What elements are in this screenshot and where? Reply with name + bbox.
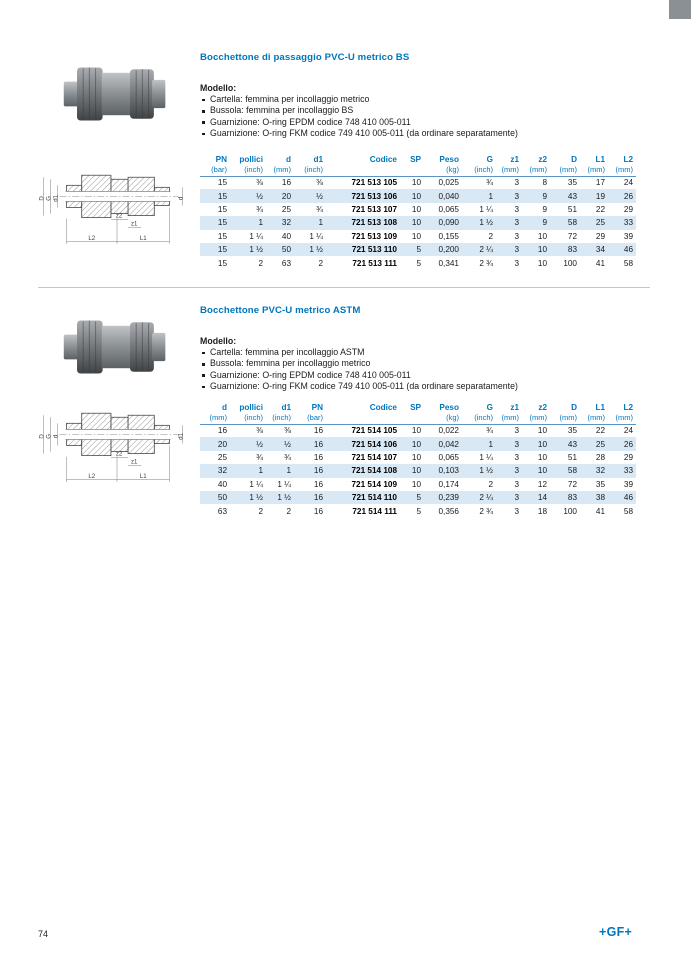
table-cell: 10 — [411, 426, 421, 436]
table-cell: 17 — [595, 178, 605, 188]
column-header: SP — [410, 403, 421, 412]
table-cell: 83 — [567, 493, 577, 503]
code-cell: 721 513 111 — [352, 258, 397, 268]
model-bullet: Bussola: femmina per incollaggio metrico — [200, 358, 518, 369]
dim-label: L2 — [88, 235, 96, 242]
table-cell: 0,065 — [438, 452, 459, 462]
product-photo-union-bs — [62, 52, 168, 136]
table-row — [200, 176, 636, 189]
column-header: z2 — [538, 403, 547, 412]
column-unit: (kg) — [424, 412, 462, 424]
table-cell: 38 — [595, 493, 605, 503]
column-unit — [400, 412, 424, 424]
column-unit: (inch) — [294, 164, 326, 176]
column-unit: (mm) — [200, 412, 230, 424]
code-cell: 721 513 107 — [351, 204, 397, 214]
table-cell: 1 ¼ — [479, 452, 493, 462]
table-cell: 10 — [411, 466, 421, 476]
table-cell: 0,040 — [438, 191, 459, 201]
column-unit: (inch) — [462, 164, 496, 176]
table-cell: 10 — [537, 452, 547, 462]
column-unit: (inch) — [462, 412, 496, 424]
table-cell: 1 ½ — [277, 493, 291, 503]
table-cell: 8 — [542, 178, 547, 188]
model-bullet: Guarnizione: O-ring EPDM codice 748 410 005-011 — [200, 117, 518, 128]
table-row — [200, 230, 636, 243]
dim-label: G — [46, 196, 53, 201]
section-title: Bocchettone di passaggio PVC-U metrico BS — [200, 52, 410, 63]
model-bullet-list — [200, 347, 518, 393]
table-row — [200, 189, 636, 202]
dim-label: L2 — [88, 473, 96, 480]
table-cell: 15 — [217, 191, 227, 201]
table-cell: 35 — [567, 178, 577, 188]
code-cell: 721 514 105 — [351, 426, 397, 436]
table-cell: 58 — [623, 258, 633, 268]
table-cell: 34 — [595, 245, 605, 255]
table-cell: 43 — [567, 439, 577, 449]
table-cell: 16 — [313, 466, 323, 476]
table-cell: 10 — [411, 452, 421, 462]
column-header: L1 — [595, 403, 605, 412]
code-cell: 721 514 111 — [352, 506, 397, 516]
table-cell: ¾ — [284, 452, 291, 462]
column-header: Codice — [369, 155, 397, 164]
table-cell: 1 ¼ — [249, 479, 263, 489]
table-header — [200, 151, 636, 176]
column-unit: (mm) — [550, 164, 580, 176]
column-header: D — [571, 403, 577, 412]
code-cell: 721 514 106 — [351, 439, 397, 449]
table-row — [200, 424, 636, 437]
table-cell: 16 — [313, 426, 323, 436]
table-cell: 50 — [281, 245, 291, 255]
table-header — [200, 399, 636, 424]
column-unit: (mm) — [496, 412, 522, 424]
table-cell: 0,090 — [438, 218, 459, 228]
table-cell: 3 — [514, 204, 519, 214]
table-cell: 25 — [281, 204, 291, 214]
table-cell: 3 — [514, 426, 519, 436]
dim-label: z1 — [130, 221, 138, 228]
table-cell: 16 — [313, 493, 323, 503]
table-cell: 15 — [217, 218, 227, 228]
table-cell: 24 — [623, 178, 633, 188]
column-header: z2 — [538, 155, 547, 164]
table-row — [200, 437, 636, 450]
column-header: pollici — [239, 403, 263, 412]
table-cell: 26 — [623, 439, 633, 449]
table-cell: 2 — [488, 231, 493, 241]
table-cell: 35 — [567, 426, 577, 436]
column-unit: (mm) — [496, 164, 522, 176]
model-bullet: Guarnizione: O-ring FKM codice 749 410 005-011 (da ordinare separatamente) — [200, 128, 518, 139]
table-cell: 1 — [318, 218, 323, 228]
table-cell: 22 — [595, 426, 605, 436]
table-cell: 3 — [514, 479, 519, 489]
section-title: Bocchettone PVC-U metrico ASTM — [200, 305, 361, 316]
table-cell: 10 — [537, 258, 547, 268]
table-cell: 2 ¾ — [479, 258, 493, 268]
table-cell: 15 — [217, 204, 227, 214]
table-cell: 3 — [514, 258, 519, 268]
dim-label: z2 — [115, 213, 123, 220]
table-cell: 5 — [416, 493, 421, 503]
table-cell: 39 — [623, 231, 633, 241]
table-cell: 33 — [623, 218, 633, 228]
column-unit — [326, 412, 400, 424]
table-cell: 5 — [416, 245, 421, 255]
dim-label: L1 — [139, 235, 147, 242]
table-cell: 72 — [567, 231, 577, 241]
code-cell: 721 514 109 — [351, 479, 397, 489]
code-cell: 721 513 106 — [351, 191, 397, 201]
table-cell: 29 — [623, 204, 633, 214]
table-cell: 10 — [537, 466, 547, 476]
column-header: Peso — [439, 403, 459, 412]
table-cell: 32 — [281, 218, 291, 228]
column-header: d — [221, 403, 227, 412]
table-cell: 26 — [623, 191, 633, 201]
table-cell: 63 — [281, 258, 291, 268]
dim-label: D — [39, 196, 46, 201]
column-header: d — [285, 155, 291, 164]
code-cell: 721 513 108 — [351, 218, 397, 228]
table-cell: ⅜ — [256, 178, 263, 188]
column-header: d1 — [281, 403, 291, 412]
column-unit: (mm) — [266, 164, 294, 176]
table-cell: 46 — [623, 493, 633, 503]
model-bullet: Cartella: femmina per incollaggio metrico — [200, 94, 518, 105]
code-cell: 721 513 110 — [351, 245, 397, 255]
table-cell: ½ — [284, 439, 291, 449]
column-unit: (kg) — [424, 164, 462, 176]
table-cell: 14 — [537, 493, 547, 503]
table-cell: 40 — [281, 231, 291, 241]
table-cell: 3 — [514, 218, 519, 228]
product-photo-union-astm — [62, 305, 168, 389]
table-cell: 0,239 — [438, 493, 459, 503]
table-cell: 2 — [286, 506, 291, 516]
table-row — [200, 243, 636, 256]
table-cell: 16 — [313, 506, 323, 516]
dim-label: L1 — [139, 473, 147, 480]
table-cell: 1 ½ — [249, 493, 263, 503]
code-cell: 721 514 110 — [351, 493, 397, 503]
model-label: Modello: — [200, 83, 237, 93]
table-cell: 29 — [623, 452, 633, 462]
table-cell: 20 — [217, 439, 227, 449]
table-cell: 10 — [411, 218, 421, 228]
table-row — [200, 464, 636, 477]
model-label: Modello: — [200, 336, 237, 346]
table-row — [200, 491, 636, 504]
dim-label: d1 — [178, 433, 185, 440]
column-header: Codice — [369, 403, 397, 412]
table-cell: ½ — [256, 439, 263, 449]
table-cell: ½ — [256, 191, 263, 201]
table-cell: 5 — [416, 258, 421, 268]
table-cell: 10 — [537, 439, 547, 449]
table-cell: 15 — [217, 178, 227, 188]
table-cell: 10 — [537, 231, 547, 241]
table-cell: 41 — [595, 506, 605, 516]
column-header: L2 — [623, 403, 633, 412]
technical-drawing-union-bs — [36, 148, 198, 264]
table-cell: 58 — [623, 506, 633, 516]
table-cell: 2 ¼ — [479, 245, 493, 255]
table-cell: ⅜ — [316, 178, 323, 188]
table-cell: ⅜ — [284, 426, 291, 436]
table-cell: 10 — [537, 426, 547, 436]
column-header: PN — [215, 155, 227, 164]
table-cell: 33 — [623, 466, 633, 476]
column-header: L1 — [595, 155, 605, 164]
column-unit — [326, 164, 400, 176]
table-cell: 25 — [595, 439, 605, 449]
code-cell: 721 514 107 — [351, 452, 397, 462]
column-unit: (bar) — [294, 412, 326, 424]
table-cell: ¾ — [256, 452, 263, 462]
table-cell: ¾ — [316, 204, 323, 214]
table-cell: 39 — [623, 479, 633, 489]
table-cell: 5 — [416, 506, 421, 516]
technical-drawing-union-astm — [36, 386, 198, 502]
table-cell: 19 — [595, 191, 605, 201]
table-cell: 10 — [411, 191, 421, 201]
table-cell: 18 — [537, 506, 547, 516]
table-cell: 100 — [563, 258, 577, 268]
table-cell: 2 — [258, 506, 263, 516]
table-cell: 63 — [217, 506, 227, 516]
table-cell: 0,155 — [438, 231, 459, 241]
table-cell: 25 — [595, 218, 605, 228]
spec-table-astm — [200, 399, 636, 518]
table-cell: 2 ¾ — [479, 506, 493, 516]
column-unit — [400, 164, 424, 176]
table-cell: 16 — [217, 426, 227, 436]
table-cell: 58 — [567, 218, 577, 228]
table-cell: 9 — [542, 191, 547, 201]
column-unit: (inch) — [230, 412, 266, 424]
code-cell: 721 513 105 — [351, 178, 397, 188]
table-cell: 10 — [411, 204, 421, 214]
table-cell: 43 — [567, 191, 577, 201]
table-cell: 1 ¼ — [249, 231, 263, 241]
column-unit: (mm) — [522, 164, 550, 176]
column-unit: (inch) — [266, 412, 294, 424]
table-cell: 10 — [411, 479, 421, 489]
column-header: G — [486, 403, 493, 412]
table-cell: 1 ¼ — [479, 204, 493, 214]
table-cell: 15 — [217, 258, 227, 268]
table-cell: 41 — [595, 258, 605, 268]
dim-label: d — [53, 434, 60, 439]
column-header: pollici — [239, 155, 263, 164]
table-cell: 3 — [514, 466, 519, 476]
code-cell: 721 514 108 — [351, 466, 397, 476]
table-cell: 3 — [514, 245, 519, 255]
column-header: SP — [410, 155, 421, 164]
table-cell: 3 — [514, 191, 519, 201]
table-cell: 16 — [313, 452, 323, 462]
table-cell: 0,341 — [438, 258, 459, 268]
column-header: PN — [311, 403, 323, 412]
page-corner-marker — [669, 0, 691, 19]
table-cell: 29 — [595, 231, 605, 241]
table-cell: 51 — [567, 452, 577, 462]
dim-label: z2 — [115, 451, 123, 458]
dim-label: D — [39, 434, 46, 439]
table-cell: 1 ½ — [249, 245, 263, 255]
table-cell: 1 — [258, 466, 263, 476]
table-cell: 10 — [411, 231, 421, 241]
column-unit: (bar) — [200, 164, 230, 176]
code-cell: 721 513 109 — [351, 231, 397, 241]
column-header: D — [571, 155, 577, 164]
table-cell: 58 — [567, 466, 577, 476]
dim-label: d1 — [53, 195, 60, 202]
table-cell: 32 — [217, 466, 227, 476]
table-cell: 24 — [623, 426, 633, 436]
page-number: 74 — [38, 929, 49, 939]
table-cell: 1 ½ — [309, 245, 323, 255]
table-cell: 3 — [514, 506, 519, 516]
table-row — [200, 451, 636, 464]
table-cell: 16 — [281, 178, 291, 188]
table-cell: 3 — [514, 178, 519, 188]
model-bullet-list — [200, 94, 518, 140]
column-unit: (mm) — [550, 412, 580, 424]
column-header: Peso — [439, 155, 459, 164]
table-cell: 1 ½ — [479, 466, 493, 476]
column-unit: (mm) — [608, 164, 636, 176]
table-cell: 28 — [595, 452, 605, 462]
table-cell: 2 — [258, 258, 263, 268]
table-cell: 1 — [488, 191, 493, 201]
dim-label: d — [178, 196, 185, 201]
table-cell: 22 — [595, 204, 605, 214]
column-header: z1 — [510, 155, 519, 164]
table-cell: 0,065 — [438, 204, 459, 214]
table-cell: ⅜ — [256, 426, 263, 436]
dim-label: z1 — [130, 459, 138, 466]
table-cell: 9 — [542, 204, 547, 214]
table-body — [200, 176, 636, 270]
table-cell: 72 — [567, 479, 577, 489]
table-cell: 0,200 — [438, 245, 459, 255]
table-row — [200, 504, 636, 517]
table-cell: 1 ¼ — [309, 231, 323, 241]
table-cell: 83 — [567, 245, 577, 255]
table-cell: 1 — [286, 466, 291, 476]
table-cell: 32 — [595, 466, 605, 476]
model-bullet: Bussola: femmina per incollaggio BS — [200, 105, 518, 116]
table-cell: 50 — [217, 493, 227, 503]
table-cell: 3 — [514, 439, 519, 449]
table-cell: 0,103 — [438, 466, 459, 476]
table-cell: 3 — [514, 493, 519, 503]
model-bullet: Cartella: femmina per incollaggio ASTM — [200, 347, 518, 358]
table-cell: ¾ — [486, 178, 493, 188]
table-cell: 16 — [313, 439, 323, 449]
spec-table-bs — [200, 151, 636, 270]
column-unit: (inch) — [230, 164, 266, 176]
table-cell: 0,174 — [438, 479, 459, 489]
column-header: z1 — [510, 403, 519, 412]
table-cell: 10 — [411, 439, 421, 449]
table-cell: 0,022 — [438, 426, 459, 436]
table-cell: 9 — [542, 218, 547, 228]
table-cell: ¾ — [486, 426, 493, 436]
table-cell: 20 — [281, 191, 291, 201]
table-row — [200, 216, 636, 229]
table-row — [200, 478, 636, 491]
table-cell: 40 — [217, 479, 227, 489]
table-cell: 10 — [537, 245, 547, 255]
table-cell: 1 ¼ — [277, 479, 291, 489]
table-cell: 100 — [563, 506, 577, 516]
table-cell: 25 — [217, 452, 227, 462]
table-cell: 2 — [488, 479, 493, 489]
table-cell: 12 — [537, 479, 547, 489]
table-cell: 15 — [217, 245, 227, 255]
model-bullet: Guarnizione: O-ring EPDM codice 748 410 005-011 — [200, 370, 518, 381]
model-bullet: Guarnizione: O-ring FKM codice 749 410 005-011 (da ordinare separatamente) — [200, 381, 518, 392]
table-body — [200, 424, 636, 518]
table-row — [200, 203, 636, 216]
table-row — [200, 256, 636, 269]
column-unit: (mm) — [580, 164, 608, 176]
table-cell: 0,025 — [438, 178, 459, 188]
table-cell: 16 — [313, 479, 323, 489]
table-cell: 35 — [595, 479, 605, 489]
table-cell: 2 ¼ — [479, 493, 493, 503]
column-header: d1 — [313, 155, 323, 164]
table-cell: 0,042 — [438, 439, 459, 449]
table-cell: 1 ½ — [479, 218, 493, 228]
table-cell: 15 — [217, 231, 227, 241]
table-cell: 1 — [258, 218, 263, 228]
table-cell: 0,356 — [438, 506, 459, 516]
column-unit: (mm) — [522, 412, 550, 424]
table-cell: ½ — [316, 191, 323, 201]
column-header: G — [486, 155, 493, 164]
column-header: L2 — [623, 155, 633, 164]
table-cell: 2 — [318, 258, 323, 268]
table-cell: 46 — [623, 245, 633, 255]
table-cell: 10 — [411, 178, 421, 188]
table-cell: 51 — [567, 204, 577, 214]
table-cell: 3 — [514, 452, 519, 462]
dim-label: G — [46, 434, 53, 439]
table-cell: 1 — [488, 439, 493, 449]
column-unit: (mm) — [580, 412, 608, 424]
table-cell: ¾ — [256, 204, 263, 214]
column-unit: (mm) — [608, 412, 636, 424]
table-cell: 3 — [514, 231, 519, 241]
section-divider — [38, 287, 650, 288]
gf-logo: +GF+ — [599, 925, 633, 939]
